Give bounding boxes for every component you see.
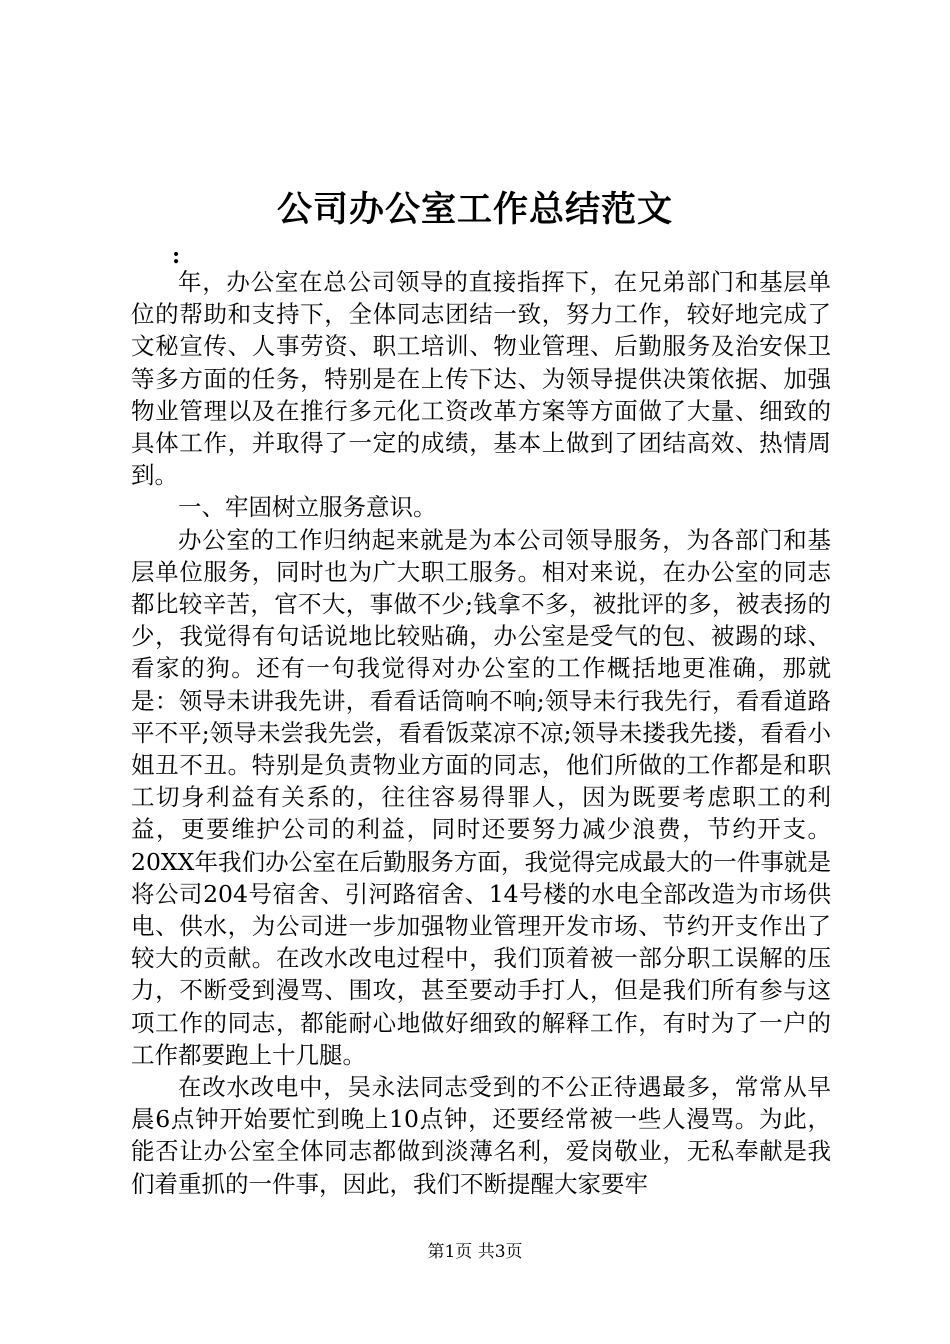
document-subtitle: : — [172, 243, 181, 269]
page-footer: 第1页 共3页 — [427, 1242, 523, 1262]
document-title: 公司办公室工作总结范文 — [276, 189, 673, 230]
paragraph-service: 办公室的工作归纳起来就是为本公司领导服务，为各部门和基层单位服务，同时也为广大职工服务。相对来说，在办公室的同志都比较辛苦，官不大，事做不少;钱拿不多，被批评的多，被表扬的少，我觉得有句话说地比较贴确，办公室是受气的包、被踢的球、看家的狗。还有一句我觉得对办公室的工作概括地更准确，那就是：领导未讲我先讲，看看话筒响不响;领导未行我先行，看看道路平不平;领导未尝我先尝，看看饭菜凉不凉;领导未搂我先搂，看看小姐丑不丑。特别是负责物业方面的同志，他们所做的工作都是和职工切身利益有关系的，往往容易得罪人，因为既要考虑职工的利益，更要维护公司的利益，同时还要努力减少浪费，节约开支。20XX年我们办公室在后勤服务方面，我觉得完成最大的一件事就是将公司204号宿舍、引河路宿舍、14号楼的水电全部改造为市场供电、供水，为公司进一步加强物业管理开发市场、节约开支作出了较大的贡献。在改水改电过程中，我们顶着被一部分职工误解的压力，不断受到漫骂、围攻，甚至要动手打人，但是我们所有参与这项工作的同志，都能耐心地做好细致的解释工作，有时为了一户的工作都要跑上十几腿。 — [131, 525, 831, 1069]
paragraph-reform: 在改水改电中，吴永法同志受到的不公正待遇最多，常常从早晨6点钟开始要忙到晚上10点钟，还要经常被一些人漫骂。为此，能否让办公室全体同志都做到淡薄名利，爱岗敬业，无私奉献是我们着重抓的一件事，因此，我们不断提醒大家要牢 — [131, 1073, 831, 1198]
paragraph-intro: 年，办公室在总公司领导的直接指挥下，在兄弟部门和基层单位的帮助和支持下，全体同志团结一致，努力工作，较好地完成了文秘宣传、人事劳资、职工培训、物业管理、后勤服务及治安保卫等多方面的任务，特别是在上传下达、为领导提供决策依据、加强物业管理以及在推行多元化工资改革方案等方面做了大量、细致的具体工作，并取得了一定的成绩，基本上做到了团结高效、热情周到。 — [131, 268, 831, 490]
document-body — [131, 266, 831, 1200]
section-heading-1: 一、牢固树立服务意识。 — [178, 493, 437, 522]
